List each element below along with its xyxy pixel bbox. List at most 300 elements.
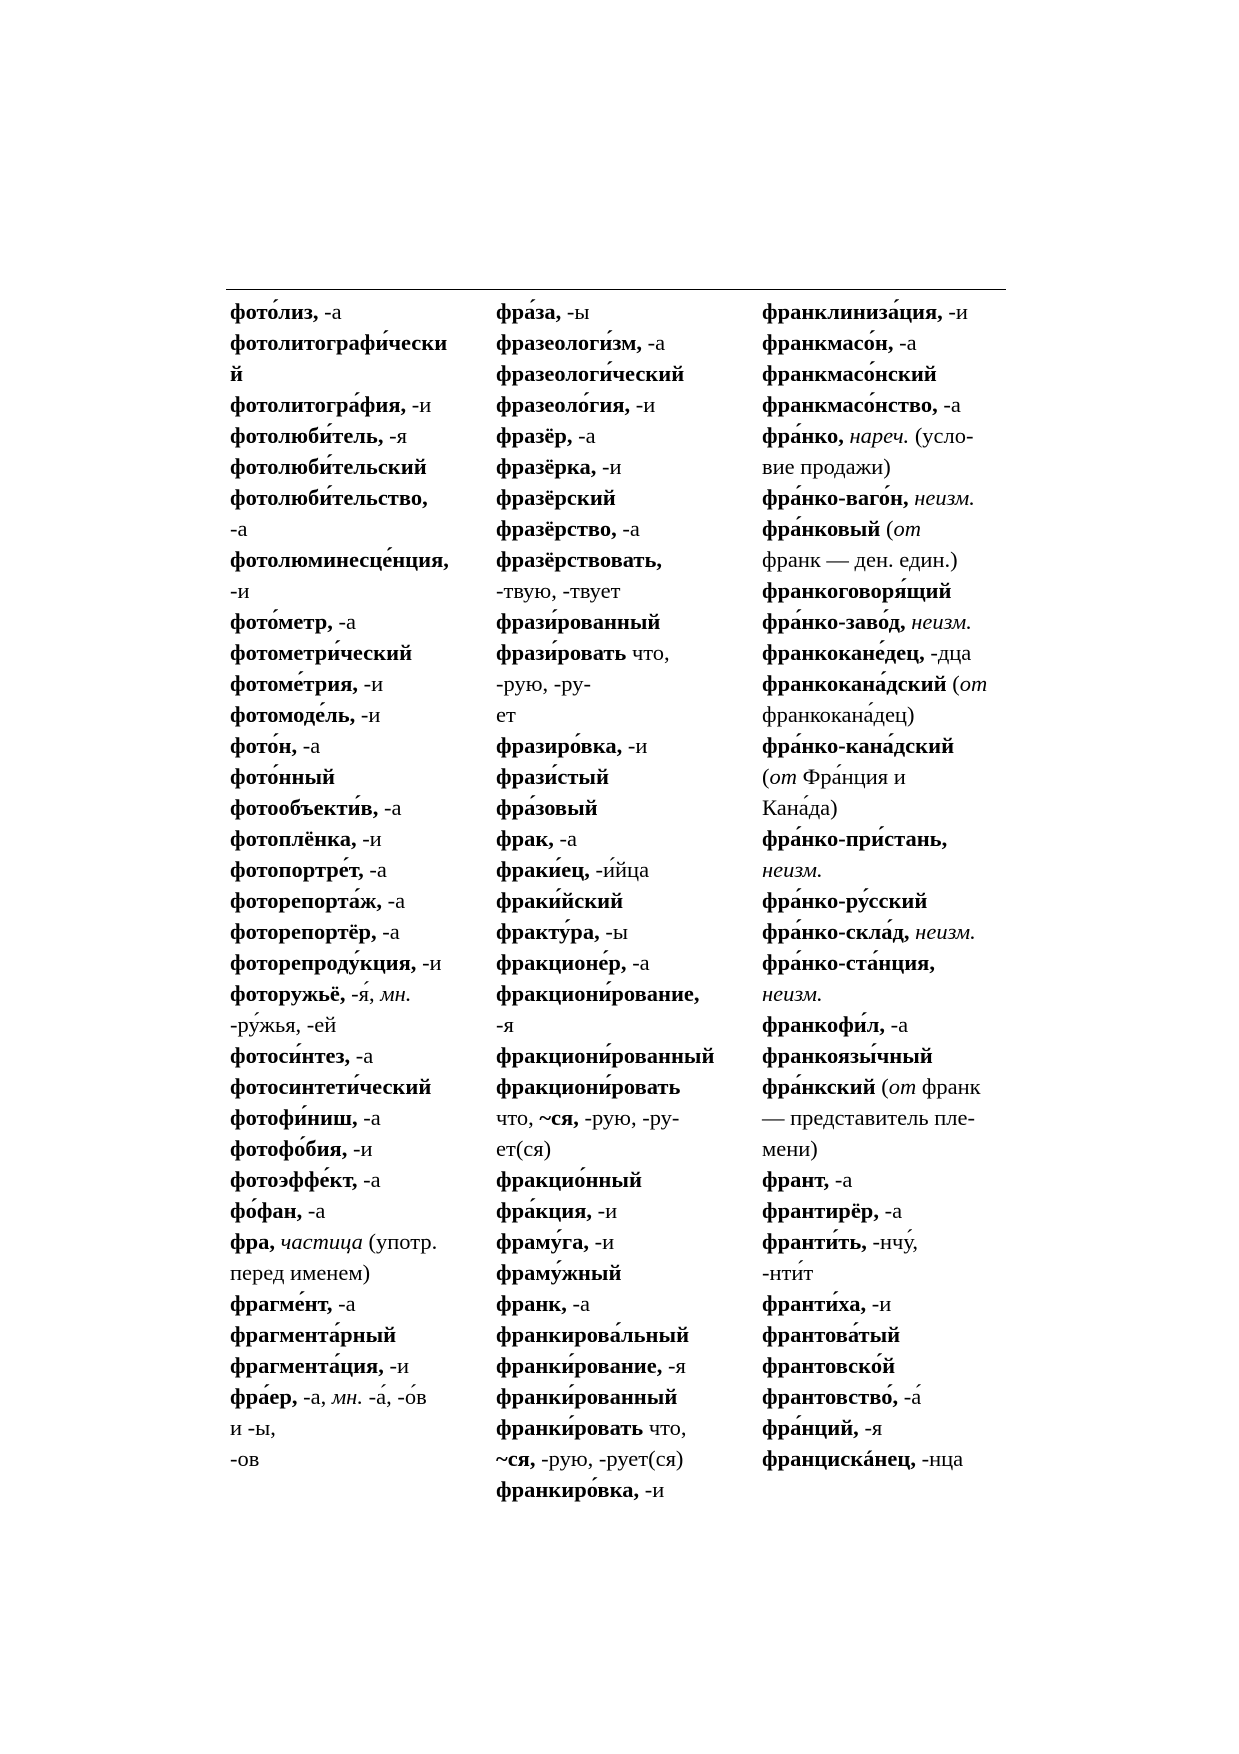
entry-line: [230, 513, 470, 544]
entry-line: [230, 1071, 470, 1102]
dictionary-entry: [762, 296, 1002, 327]
dictionary-entry: [230, 947, 470, 978]
entry-line: [230, 823, 470, 854]
headword: фотолюби́тельский: [230, 454, 427, 479]
dictionary-entry: [496, 606, 736, 637]
inflection: -ов: [230, 1446, 260, 1471]
entry-line: [496, 1350, 736, 1381]
entry-line: [230, 1412, 470, 1443]
inflection: -а: [357, 1105, 381, 1130]
headword: фото́метр,: [230, 609, 333, 634]
entry-line: [762, 1257, 1002, 1288]
headword: фра,: [230, 1229, 275, 1254]
entry-line: [230, 327, 470, 358]
inflection: -а: [829, 1167, 853, 1192]
headword: фрази́стый: [496, 764, 609, 789]
headword: фракциони́рованный: [496, 1043, 715, 1068]
dictionary-entry: [762, 916, 1002, 947]
headword: франтирёр,: [762, 1198, 879, 1223]
entry-line: [762, 761, 1002, 792]
dictionary-entry: [496, 637, 736, 730]
dictionary-entry: [762, 1226, 1002, 1288]
entry-line: [496, 1319, 736, 1350]
inflection: -а: [566, 1291, 590, 1316]
entry-line: [230, 885, 470, 916]
headword: фоторужьё,: [230, 981, 346, 1006]
dictionary-entry: [762, 1009, 1002, 1040]
entry-line: [230, 1133, 470, 1164]
headword: фоторепортёр,: [230, 919, 377, 944]
entry-line: [762, 1350, 1002, 1381]
entry-line: [496, 1412, 736, 1443]
inflection: -и: [942, 299, 968, 324]
entry-line: [496, 978, 736, 1009]
entry-line: [230, 544, 470, 575]
headword: фрагмента́рный: [230, 1322, 397, 1347]
dictionary-entry: [496, 1381, 736, 1412]
headword: франти́ха,: [762, 1291, 867, 1316]
dictionary-entry: [230, 823, 470, 854]
dictionary-entry: [496, 823, 736, 854]
entry-line: [496, 1040, 736, 1071]
inflection: -и: [358, 671, 384, 696]
inflection: -а: [381, 888, 406, 913]
entry-line: [762, 358, 1002, 389]
headword: фотолюби́тельство,: [230, 485, 428, 510]
headword: франтовство́,: [762, 1384, 899, 1409]
inflection: -и: [347, 1136, 373, 1161]
entry-line: [496, 1102, 736, 1133]
headword: фра́нковый: [762, 516, 881, 541]
headword: франтовско́й: [762, 1353, 896, 1378]
entry-line: [762, 296, 1002, 327]
dictionary-entry: [496, 1474, 736, 1505]
headword: фразёрский: [496, 485, 616, 510]
entry-line: [496, 792, 736, 823]
dictionary-entry: [762, 1040, 1002, 1071]
headword: франкокана́дский: [762, 671, 947, 696]
dictionary-entry: [762, 823, 1002, 885]
headword: франкиро́вка,: [496, 1477, 640, 1502]
dictionary-entry: [762, 513, 1002, 575]
headword: франклиниза́ция,: [762, 299, 943, 324]
headword: фо́фан,: [230, 1198, 303, 1223]
headword: фото́лиз,: [230, 299, 319, 324]
dictionary-entry: [762, 389, 1002, 420]
dictionary-entry: [762, 482, 1002, 513]
dictionary-entry: [762, 1350, 1002, 1381]
inflection: -а: [332, 609, 356, 634]
headword: фракционе́р,: [496, 950, 627, 975]
inflection: -а: [885, 1012, 909, 1037]
entry-line: [762, 482, 1002, 513]
headword: фотомоде́ль,: [230, 702, 356, 727]
headword: фра́нко-скла́д,: [762, 919, 910, 944]
inflection: -и: [356, 826, 382, 851]
dictionary-entry: [496, 513, 736, 544]
entry-line: [496, 761, 736, 792]
dictionary-entry: [496, 1040, 736, 1071]
dictionary-entry: [496, 1071, 736, 1164]
dictionary-entry: [762, 420, 1002, 482]
inflection: -а: [553, 826, 578, 851]
inflection: -нчу́,: [866, 1229, 918, 1254]
dictionary-entry: [230, 668, 470, 699]
headword: фра́нций,: [762, 1415, 859, 1440]
entry-line: [496, 389, 736, 420]
headword: ~ся,: [496, 1446, 536, 1471]
dictionary-entry: [230, 1288, 470, 1319]
inflection: -а: [878, 1198, 903, 1223]
headword: фотометри́ческий: [230, 640, 413, 665]
inflection: -рую, -ру-: [496, 671, 591, 696]
dictionary-entry: [762, 1195, 1002, 1226]
headword: фото́н,: [230, 733, 298, 758]
headword: фраму́га,: [496, 1229, 589, 1254]
inflection: -а: [376, 919, 400, 944]
headword: фракту́ра,: [496, 919, 600, 944]
dictionary-entry: [230, 1350, 470, 1381]
entry-line: [230, 606, 470, 637]
entry-line: [762, 947, 1002, 978]
entry-line: [230, 637, 470, 668]
dictionary-entry: [230, 1133, 470, 1164]
headword: фра́зовый: [496, 795, 598, 820]
entry-line: [496, 823, 736, 854]
dictionary-entry: [496, 761, 736, 792]
inflection: -и: [592, 1198, 618, 1223]
inflection: (употр.: [362, 1229, 438, 1254]
inflection: -а: [357, 1167, 381, 1192]
entry-line: [230, 1443, 470, 1474]
entry-line: [496, 1195, 736, 1226]
entry-line: [762, 1288, 1002, 1319]
entry-line: [762, 420, 1002, 451]
headword: фра́нко-ру́сский: [762, 888, 928, 913]
grammar-note: от: [888, 1074, 917, 1099]
inflection: -а: [318, 299, 342, 324]
headword: фотофо́бия,: [230, 1136, 348, 1161]
dictionary-entry: [230, 296, 470, 327]
dictionary-entry: [496, 885, 736, 916]
inflection: -дца: [924, 640, 972, 665]
inflection: -твую, -твует: [496, 578, 621, 603]
inflection: Кана́да): [762, 795, 838, 820]
dictionary-entry: [230, 544, 470, 606]
dictionary-entry: [230, 978, 470, 1040]
entry-line: [762, 1133, 1002, 1164]
grammar-note: частица: [280, 1229, 363, 1254]
entry-line: [496, 482, 736, 513]
grammar-note: неизм.: [762, 857, 823, 882]
headword: фразёр,: [496, 423, 573, 448]
grammar-note: от: [893, 516, 921, 541]
grammar-note: нареч.: [849, 423, 910, 448]
inflection: (усло-: [909, 423, 974, 448]
entry-line: [496, 1474, 736, 1505]
entry-line: [762, 544, 1002, 575]
entry-line: [496, 296, 736, 327]
inflection: -а: [297, 733, 321, 758]
inflection: (: [946, 671, 960, 696]
headword: фразёрствовать,: [496, 547, 662, 572]
entry-line: [230, 575, 470, 606]
dictionary-entry: [762, 1071, 1002, 1164]
inflection: (: [762, 764, 770, 789]
inflection: -и: [406, 392, 432, 417]
inflection: что,: [496, 1105, 540, 1130]
dictionary-entry: [230, 885, 470, 916]
entry-line: [496, 1288, 736, 1319]
headword: франк,: [496, 1291, 567, 1316]
inflection: мени): [762, 1136, 818, 1161]
entry-line: [762, 637, 1002, 668]
entry-line: [762, 575, 1002, 606]
dictionary-entry: [762, 1381, 1002, 1412]
headword: фрази́ровать: [496, 640, 627, 665]
grammar-note: от: [769, 764, 797, 789]
dictionary-entry: [496, 1195, 736, 1226]
grammar-note: неизм.: [911, 609, 972, 634]
inflection: -а: [572, 423, 596, 448]
dictionary-entry: [230, 606, 470, 637]
dictionary-entry: [496, 916, 736, 947]
headword: франкоговоря́щий: [762, 578, 952, 603]
dictionary-entry: [496, 854, 736, 885]
dictionary-entry: [230, 730, 470, 761]
grammar-note: неизм.: [915, 919, 976, 944]
dictionary-entry: [230, 792, 470, 823]
headword: фразёрка,: [496, 454, 597, 479]
headword: фра́за,: [496, 299, 562, 324]
dictionary-entry: [230, 761, 470, 792]
dictionary-entry: [762, 730, 1002, 823]
headword: фотолюминесце́нция,: [230, 547, 449, 572]
dictionary-entry: [496, 1288, 736, 1319]
inflection: ет(ся): [496, 1136, 552, 1161]
entry-line: [496, 1226, 736, 1257]
inflection: -а́: [898, 1384, 922, 1409]
headword: фотообъекти́в,: [230, 795, 379, 820]
dictionary-entry: [762, 327, 1002, 358]
entry-line: [762, 1381, 1002, 1412]
dictionary-entry: [496, 730, 736, 761]
entry-line: [230, 1009, 470, 1040]
dictionary-entry: [762, 885, 1002, 916]
headword: фракциони́рование,: [496, 981, 700, 1006]
inflection: -а: [893, 330, 917, 355]
entry-line: [496, 1443, 736, 1474]
dictionary-entry: [496, 1319, 736, 1350]
dictionary-entry: [230, 1040, 470, 1071]
headword: франкмасо́н,: [762, 330, 894, 355]
inflection: -а: [626, 950, 650, 975]
inflection: -а: [332, 1291, 356, 1316]
headword: фракцио́нный: [496, 1167, 642, 1192]
dictionary-entry: [496, 978, 736, 1040]
entry-line: [230, 1381, 470, 1412]
headword: фотоси́нтез,: [230, 1043, 351, 1068]
dictionary-entry: [496, 482, 736, 513]
inflection: -а: [616, 516, 640, 541]
entry-line: [762, 854, 1002, 885]
headword: фразиро́вка,: [496, 733, 623, 758]
dictionary-entry: [762, 1288, 1002, 1319]
inflection: -а: [230, 516, 248, 541]
dictionary-entry: [762, 358, 1002, 389]
entry-line: [230, 854, 470, 885]
entry-line: [762, 1195, 1002, 1226]
headword: фотофи́ниш,: [230, 1105, 358, 1130]
entry-line: [496, 358, 736, 389]
entry-line: [762, 792, 1002, 823]
dictionary-entry: [496, 451, 736, 482]
headword: франкоязы́чный: [762, 1043, 933, 1068]
headword: фразеологи́ческий: [496, 361, 685, 386]
headword: фразеологи́зм,: [496, 330, 643, 355]
headword: франки́ровать: [496, 1415, 644, 1440]
headword: франкмасо́нский: [762, 361, 937, 386]
inflection: Фра́нция и: [797, 764, 906, 789]
inflection: -я: [858, 1415, 883, 1440]
headword: франти́ть,: [762, 1229, 867, 1254]
inflection: -и: [589, 1229, 615, 1254]
dictionary-entry: [762, 1443, 1002, 1474]
inflection: -а: [378, 795, 402, 820]
dictionary-entry: [496, 544, 736, 606]
headword: франки́рование,: [496, 1353, 663, 1378]
inflection: -рую, -ру-: [578, 1105, 680, 1130]
headword: фрагме́нт,: [230, 1291, 333, 1316]
entry-line: [496, 606, 736, 637]
inflection: франк — ден. един.): [762, 547, 958, 572]
dictionary-entry: [496, 1164, 736, 1195]
dictionary-entry: [496, 1257, 736, 1288]
inflection: -а: [642, 330, 666, 355]
inflection: -и: [622, 733, 648, 758]
entry-line: [496, 513, 736, 544]
dictionary-entry: [762, 637, 1002, 668]
inflection: вие продажи): [762, 454, 891, 479]
inflection: -и: [866, 1291, 892, 1316]
headword: фрагмента́ция,: [230, 1353, 384, 1378]
grammar-note: неизм.: [762, 981, 823, 1006]
column-2: [496, 296, 736, 1505]
inflection: -а,: [297, 1384, 332, 1409]
dictionary-entry: [230, 1071, 470, 1102]
entry-line: [762, 1102, 1002, 1133]
entry-line: [230, 420, 470, 451]
dictionary-entry: [230, 1319, 470, 1350]
dictionary-entry: [762, 1319, 1002, 1350]
headword: фотолитографи́чески: [230, 330, 448, 355]
headword: фотолюби́тель,: [230, 423, 384, 448]
inflection: франкокана́дец): [762, 702, 915, 727]
entry-line: [230, 978, 470, 1009]
headword: фраки́йский: [496, 888, 624, 913]
entry-line: [496, 420, 736, 451]
headword: фотоме́трия,: [230, 671, 359, 696]
entry-line: [496, 327, 736, 358]
grammar-note: мн.: [331, 1384, 363, 1409]
inflection: -и: [383, 1353, 410, 1378]
entry-line: [762, 1164, 1002, 1195]
headword: фра́нко-ваго́н,: [762, 485, 909, 510]
entry-line: [762, 1443, 1002, 1474]
inflection: -ы: [561, 299, 590, 324]
inflection: что,: [643, 1415, 687, 1440]
inflection: -нца: [915, 1446, 964, 1471]
entry-line: [230, 916, 470, 947]
entry-line: [230, 389, 470, 420]
entry-line: [230, 1257, 470, 1288]
dictionary-entry: [496, 327, 736, 358]
entry-line: [496, 637, 736, 668]
entry-line: [496, 451, 736, 482]
entry-line: [496, 947, 736, 978]
entry-line: [762, 916, 1002, 947]
entry-line: [230, 730, 470, 761]
headword: фра́нко-кана́дский: [762, 733, 955, 758]
grammar-note: неизм.: [914, 485, 975, 510]
inflection: — представитель пле-: [762, 1105, 975, 1130]
entry-line: [230, 792, 470, 823]
headword: й: [230, 361, 243, 386]
dictionary-entry: [496, 420, 736, 451]
entry-line: [762, 885, 1002, 916]
inflection: -а́, -о́в: [362, 1384, 427, 1409]
inflection: -я́,: [345, 981, 381, 1006]
grammar-note: от: [959, 671, 988, 696]
headword: фотолитогра́фия,: [230, 392, 407, 417]
headword: фотоэффе́кт,: [230, 1167, 358, 1192]
entry-line: [762, 513, 1002, 544]
column-1: [230, 296, 470, 1474]
column-3: [762, 296, 1002, 1474]
entry-line: [230, 1350, 470, 1381]
inflection: франк: [916, 1074, 981, 1099]
headword: франкмасо́нство,: [762, 392, 938, 417]
inflection: что,: [626, 640, 670, 665]
dictionary-entry: [230, 1102, 470, 1133]
entry-line: [762, 451, 1002, 482]
entry-line: [496, 1257, 736, 1288]
inflection: -а: [363, 857, 387, 882]
headword: франкофи́л,: [762, 1012, 885, 1037]
dictionary-entry: [230, 482, 470, 544]
headword: фраки́ец,: [496, 857, 590, 882]
entry-line: [496, 544, 736, 575]
inflection: -я: [383, 423, 407, 448]
dictionary-entry: [762, 1164, 1002, 1195]
entry-line: [496, 1009, 736, 1040]
dictionary-entry: [230, 1381, 470, 1474]
entry-line: [762, 1226, 1002, 1257]
headword: фрази́рованный: [496, 609, 661, 634]
headword: фото́нный: [230, 764, 335, 789]
dictionary-entry: [230, 916, 470, 947]
inflection: -и́йца: [589, 857, 650, 882]
headword: ~ся,: [539, 1105, 579, 1130]
inflection: -и: [230, 578, 250, 603]
headword: фоторепорта́ж,: [230, 888, 382, 913]
inflection: -и: [630, 392, 656, 417]
headword: фра́ер,: [230, 1384, 298, 1409]
inflection: -и: [416, 950, 442, 975]
headword: францискáнец,: [762, 1446, 916, 1471]
inflection: -ру́жья, -ей: [230, 1012, 337, 1037]
entry-line: [762, 823, 1002, 854]
